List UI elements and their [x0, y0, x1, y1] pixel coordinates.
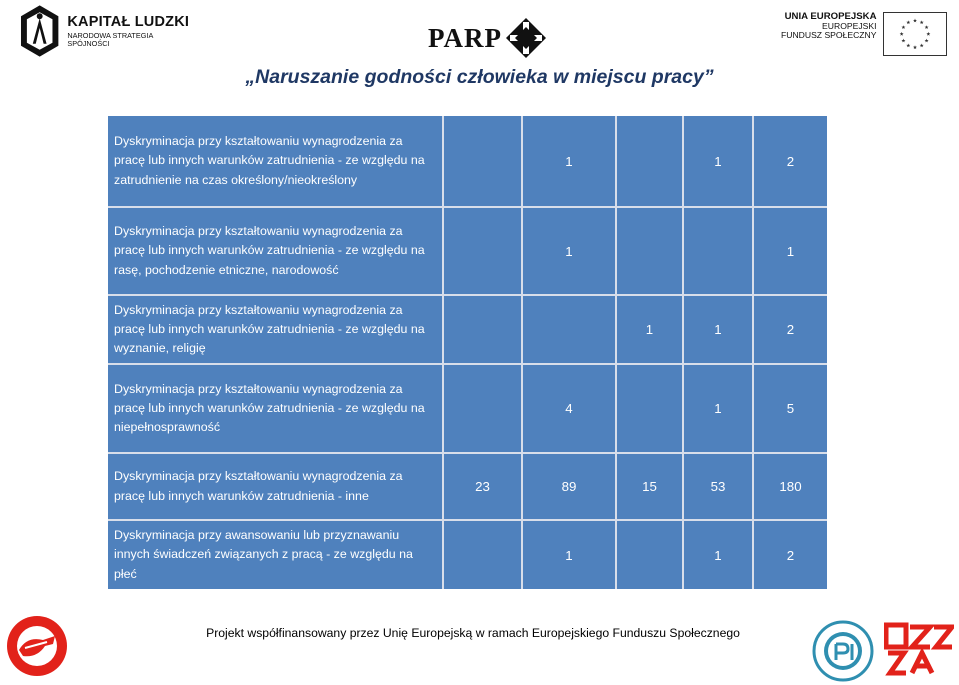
pip-seal-icon [812, 620, 874, 682]
parp-logo [428, 17, 546, 59]
eu-fund-label-2: FUNDUSZ SPOŁECZNY [781, 30, 877, 41]
value-cell: 180 [754, 454, 827, 519]
value-cell [444, 521, 521, 589]
kapital-ludzki-logo [20, 2, 195, 60]
value-cell: 4 [523, 365, 615, 452]
eu-fund-label-1: EUROPEJSKI [822, 21, 877, 32]
eu-union-label: UNIA EUROPEJSKA [784, 11, 877, 22]
row-label: Dyskryminacja przy kształtowaniu wynagrodzenia za pracę lub innych warunków zatrudnienia - inne [108, 454, 442, 519]
value-cell: 1 [523, 521, 615, 589]
value-cell: 1 [684, 116, 752, 206]
hand-logo-icon [5, 614, 69, 678]
value-cell [617, 521, 682, 589]
value-cell: 2 [754, 521, 827, 589]
value-cell: 1 [754, 208, 827, 294]
value-cell [617, 116, 682, 206]
kapital-ludzki-emblem-icon [20, 4, 59, 58]
value-cell [523, 296, 615, 363]
value-cell: 1 [523, 116, 615, 206]
kapital-ludzki-title: KAPITAŁ LUDZKI [67, 13, 190, 30]
value-cell [617, 365, 682, 452]
value-cell: 53 [684, 454, 752, 519]
value-cell: 2 [754, 296, 827, 363]
value-cell [617, 208, 682, 294]
value-cell [444, 365, 521, 452]
value-cell: 23 [444, 454, 521, 519]
page-title: „Naruszanie godności człowieka w miejscu pracy” [245, 66, 714, 88]
row-label: Dyskryminacja przy kształtowaniu wynagrodzenia za pracę lub innych warunków zatrudnienia - ze względu na niepełnosprawność [108, 365, 442, 452]
data-table [108, 116, 827, 589]
footer-cofinancing-text: Projekt współfinansowany przez Unię Europejską w ramach Europejskiego Funduszu Społecznego [206, 626, 740, 640]
parp-logo-mark-icon [506, 18, 546, 58]
value-cell [444, 296, 521, 363]
row-label: Dyskryminacja przy kształtowaniu wynagrodzenia za pracę lub innych warunków zatrudnienia - ze względu na wyznanie, religię [108, 296, 442, 363]
value-cell: 5 [754, 365, 827, 452]
value-cell: 89 [523, 454, 615, 519]
value-cell: 15 [617, 454, 682, 519]
row-label: Dyskryminacja przy kształtowaniu wynagrodzenia za pracę lub innych warunków zatrudnienia - ze względu na zatrudnienie na czas określony/nieokreślony [108, 116, 442, 206]
value-cell: 1 [684, 521, 752, 589]
row-label: Dyskryminacja przy awansowaniu lub przyznawaniu innych świadczeń związanych z pracą - ze względu na płeć [108, 521, 442, 589]
ozz-logo-icon [884, 621, 954, 677]
eu-logo [781, 12, 947, 56]
value-cell: 1 [523, 208, 615, 294]
kapital-ludzki-subtitle: NARODOWA STRATEGIA SPÓJNOŚCI [67, 31, 153, 48]
eu-flag-icon [883, 12, 947, 56]
value-cell: 1 [617, 296, 682, 363]
value-cell [684, 208, 752, 294]
row-label: Dyskryminacja przy kształtowaniu wynagrodzenia za pracę lub innych warunków zatrudnienia - ze względu na rasę, pochodzenie etniczne, narodowość [108, 208, 442, 294]
value-cell [444, 208, 521, 294]
value-cell: 1 [684, 365, 752, 452]
value-cell: 1 [684, 296, 752, 363]
value-cell: 2 [754, 116, 827, 206]
parp-wordmark: PARP [428, 22, 502, 53]
value-cell [444, 116, 521, 206]
